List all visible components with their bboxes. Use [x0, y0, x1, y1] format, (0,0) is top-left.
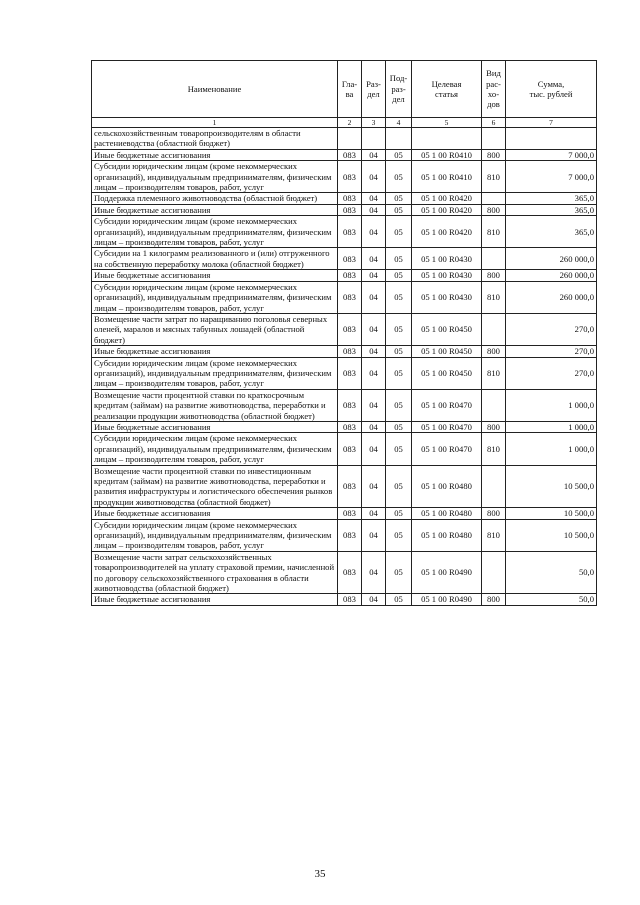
- row-sum-cell: 10 500,0: [506, 519, 597, 551]
- row-target-article-cell: 05 1 00 R0450: [412, 357, 482, 389]
- row-target-article-cell: 05 1 00 R0480: [412, 519, 482, 551]
- row-podrazdel-cell: 05: [386, 346, 412, 357]
- row-name-cell: Возмещение части затрат по наращиванию поголовья северных оленей, маралов и мясных табунных лошадей (областной бюджет): [92, 313, 338, 345]
- row-expense-type-cell: 800: [482, 270, 506, 281]
- row-expense-type-cell: 800: [482, 508, 506, 519]
- row-sum-cell: 50,0: [506, 551, 597, 594]
- row-target-article-cell: 05 1 00 R0450: [412, 313, 482, 345]
- row-target-article-cell: 05 1 00 R0490: [412, 551, 482, 594]
- row-target-article-cell: 05 1 00 R0450: [412, 346, 482, 357]
- column-number: 2: [338, 118, 362, 128]
- row-podrazdel-cell: 05: [386, 594, 412, 605]
- table-row: [92, 193, 597, 204]
- table-row: [92, 128, 597, 150]
- row-razdel-cell: 04: [362, 551, 386, 594]
- row-target-article-cell: 05 1 00 R0410: [412, 149, 482, 160]
- row-expense-type-cell: [482, 313, 506, 345]
- row-podrazdel-cell: 05: [386, 389, 412, 421]
- row-podrazdel-cell: 05: [386, 357, 412, 389]
- row-expense-type-cell: [482, 551, 506, 594]
- row-target-article-cell: 05 1 00 R0470: [412, 389, 482, 421]
- header-expense-type: Вид рас- хо- дов: [482, 61, 506, 118]
- table-row: [92, 389, 597, 421]
- header-name: Наименование: [92, 61, 338, 118]
- budget-table: [91, 60, 597, 606]
- row-glava-cell: 083: [338, 357, 362, 389]
- column-number: 5: [412, 118, 482, 128]
- table-row: [92, 149, 597, 160]
- row-name-cell: Субсидии юридическим лицам (кроме некоммерческих организаций), индивидуальным предпринимателям, физическим лицам – производителям товаров, работ, услуг: [92, 216, 338, 248]
- header-razdel: Раз- дел: [362, 61, 386, 118]
- row-target-article-cell: 05 1 00 R0430: [412, 248, 482, 270]
- row-razdel-cell: 04: [362, 421, 386, 432]
- header-glava: Гла- ва: [338, 61, 362, 118]
- row-sum-cell: 270,0: [506, 357, 597, 389]
- row-target-article-cell: 05 1 00 R0430: [412, 281, 482, 313]
- row-expense-type-cell: 800: [482, 149, 506, 160]
- row-target-article-cell: 05 1 00 R0470: [412, 433, 482, 465]
- row-name-cell: Субсидии на 1 килограмм реализованного и (или) отгруженного на собственную переработку молока (областной бюджет): [92, 248, 338, 270]
- row-glava-cell: 083: [338, 551, 362, 594]
- row-target-article-cell: 05 1 00 R0430: [412, 270, 482, 281]
- row-sum-cell: [506, 128, 597, 150]
- row-sum-cell: 365,0: [506, 216, 597, 248]
- row-podrazdel-cell: 05: [386, 248, 412, 270]
- row-sum-cell: 365,0: [506, 204, 597, 215]
- row-glava-cell: 083: [338, 270, 362, 281]
- row-glava-cell: 083: [338, 149, 362, 160]
- row-sum-cell: 260 000,0: [506, 270, 597, 281]
- row-glava-cell: 083: [338, 161, 362, 193]
- row-name-cell: Иные бюджетные ассигнования: [92, 508, 338, 519]
- row-sum-cell: 260 000,0: [506, 248, 597, 270]
- row-razdel-cell: 04: [362, 508, 386, 519]
- row-glava-cell: 083: [338, 248, 362, 270]
- row-sum-cell: 50,0: [506, 594, 597, 605]
- row-glava-cell: 083: [338, 346, 362, 357]
- row-podrazdel-cell: 05: [386, 281, 412, 313]
- row-glava-cell: 083: [338, 421, 362, 432]
- row-razdel-cell: 04: [362, 357, 386, 389]
- row-name-cell: Поддержка племенного животноводства (областной бюджет): [92, 193, 338, 204]
- row-sum-cell: 1 000,0: [506, 433, 597, 465]
- row-razdel-cell: 04: [362, 161, 386, 193]
- row-podrazdel-cell: 05: [386, 421, 412, 432]
- row-podrazdel-cell: 05: [386, 216, 412, 248]
- row-glava-cell: [338, 128, 362, 150]
- row-sum-cell: 270,0: [506, 346, 597, 357]
- row-podrazdel-cell: 05: [386, 204, 412, 215]
- row-razdel-cell: 04: [362, 216, 386, 248]
- column-number: 1: [92, 118, 338, 128]
- row-expense-type-cell: 810: [482, 433, 506, 465]
- row-podrazdel-cell: 05: [386, 270, 412, 281]
- row-name-cell: Возмещение части затрат сельскохозяйственных товаропроизводителей на уплату страховой премии, начисленной по договору сельскохозяйственного страхования в области животноводства (областной бюджет): [92, 551, 338, 594]
- table-row: [92, 248, 597, 270]
- row-expense-type-cell: 810: [482, 519, 506, 551]
- row-sum-cell: 365,0: [506, 193, 597, 204]
- column-number: 6: [482, 118, 506, 128]
- header-podrazdel: Под- раз- дел: [386, 61, 412, 118]
- row-podrazdel-cell: 05: [386, 508, 412, 519]
- table-row: [92, 508, 597, 519]
- page-number: 35: [314, 868, 326, 880]
- row-razdel-cell: 04: [362, 313, 386, 345]
- table-row: [92, 357, 597, 389]
- row-name-cell: Субсидии юридическим лицам (кроме некоммерческих организаций), индивидуальным предпринимателям, физическим лицам – производителям товаров, работ, услуг: [92, 281, 338, 313]
- table-header-row: [92, 61, 597, 118]
- row-expense-type-cell: [482, 128, 506, 150]
- row-expense-type-cell: [482, 193, 506, 204]
- column-number: 3: [362, 118, 386, 128]
- row-target-article-cell: 05 1 00 R0410: [412, 161, 482, 193]
- table-row: [92, 551, 597, 594]
- row-glava-cell: 083: [338, 193, 362, 204]
- row-podrazdel-cell: 05: [386, 519, 412, 551]
- row-expense-type-cell: 810: [482, 357, 506, 389]
- row-razdel-cell: 04: [362, 270, 386, 281]
- row-target-article-cell: 05 1 00 R0480: [412, 508, 482, 519]
- row-target-article-cell: 05 1 00 R0420: [412, 204, 482, 215]
- row-expense-type-cell: 810: [482, 161, 506, 193]
- row-podrazdel-cell: 05: [386, 465, 412, 508]
- row-podrazdel-cell: 05: [386, 551, 412, 594]
- row-expense-type-cell: 810: [482, 281, 506, 313]
- row-name-cell: Иные бюджетные ассигнования: [92, 346, 338, 357]
- row-glava-cell: 083: [338, 465, 362, 508]
- column-number: 4: [386, 118, 412, 128]
- table-row: [92, 465, 597, 508]
- row-glava-cell: 083: [338, 313, 362, 345]
- table-row: [92, 313, 597, 345]
- row-sum-cell: 10 500,0: [506, 508, 597, 519]
- table-row: [92, 161, 597, 193]
- row-razdel-cell: 04: [362, 594, 386, 605]
- table-row: [92, 519, 597, 551]
- row-sum-cell: 7 000,0: [506, 149, 597, 160]
- row-sum-cell: 270,0: [506, 313, 597, 345]
- row-sum-cell: 260 000,0: [506, 281, 597, 313]
- row-name-cell: Иные бюджетные ассигнования: [92, 421, 338, 432]
- row-target-article-cell: 05 1 00 R0420: [412, 193, 482, 204]
- row-glava-cell: 083: [338, 216, 362, 248]
- row-expense-type-cell: 800: [482, 594, 506, 605]
- table-row: [92, 216, 597, 248]
- row-name-cell: Возмещение части процентной ставки по инвестиционным кредитам (займам) на развитие животноводства, переработки и развития инфраструктуры и логистического обеспечения рынков продукции животноводства (областной бюджет): [92, 465, 338, 508]
- row-expense-type-cell: 800: [482, 346, 506, 357]
- row-podrazdel-cell: 05: [386, 313, 412, 345]
- row-podrazdel-cell: 05: [386, 193, 412, 204]
- row-name-cell: Возмещение части процентной ставки по краткосрочным кредитам (займам) на развитие животноводства, переработки и реализации продукции животноводства (областной бюджет): [92, 389, 338, 421]
- row-glava-cell: 083: [338, 389, 362, 421]
- row-name-cell: Субсидии юридическим лицам (кроме некоммерческих организаций), индивидуальным предпринимателям, физическим лицам – производителям товаров, работ, услуг: [92, 433, 338, 465]
- row-name-cell: Иные бюджетные ассигнования: [92, 594, 338, 605]
- row-name-cell: Субсидии юридическим лицам (кроме некоммерческих организаций), индивидуальным предпринимателям, физическим лицам – производителям товаров, работ, услуг: [92, 519, 338, 551]
- row-glava-cell: 083: [338, 433, 362, 465]
- row-glava-cell: 083: [338, 281, 362, 313]
- row-name-cell: Субсидии юридическим лицам (кроме некоммерческих организаций), индивидуальным предпринимателям, физическим лицам – производителям товаров, работ, услуг: [92, 161, 338, 193]
- row-razdel-cell: 04: [362, 519, 386, 551]
- row-podrazdel-cell: 05: [386, 149, 412, 160]
- row-expense-type-cell: [482, 465, 506, 508]
- row-sum-cell: 10 500,0: [506, 465, 597, 508]
- row-glava-cell: 083: [338, 594, 362, 605]
- row-name-cell: Иные бюджетные ассигнования: [92, 204, 338, 215]
- table-row: [92, 346, 597, 357]
- row-razdel-cell: 04: [362, 346, 386, 357]
- row-expense-type-cell: 800: [482, 421, 506, 432]
- row-razdel-cell: 04: [362, 149, 386, 160]
- row-expense-type-cell: [482, 389, 506, 421]
- row-name-cell: Субсидии юридическим лицам (кроме некоммерческих организаций), индивидуальным предпринимателям, физическим лицам – производителям товаров, работ, услуг: [92, 357, 338, 389]
- table-row: [92, 421, 597, 432]
- table-row: [92, 433, 597, 465]
- row-glava-cell: 083: [338, 204, 362, 215]
- row-razdel-cell: [362, 128, 386, 150]
- row-expense-type-cell: 800: [482, 204, 506, 215]
- row-razdel-cell: 04: [362, 389, 386, 421]
- table-row: [92, 281, 597, 313]
- table-column-numbers-row: [92, 118, 597, 128]
- row-expense-type-cell: [482, 248, 506, 270]
- row-podrazdel-cell: [386, 128, 412, 150]
- row-target-article-cell: 05 1 00 R0490: [412, 594, 482, 605]
- row-expense-type-cell: 810: [482, 216, 506, 248]
- row-name-cell: Иные бюджетные ассигнования: [92, 149, 338, 160]
- row-name-cell: Иные бюджетные ассигнования: [92, 270, 338, 281]
- header-target-article: Целевая статья: [412, 61, 482, 118]
- row-razdel-cell: 04: [362, 193, 386, 204]
- row-target-article-cell: 05 1 00 R0420: [412, 216, 482, 248]
- row-podrazdel-cell: 05: [386, 433, 412, 465]
- row-name-cell: сельскохозяйственным товаропроизводителям в области растениеводства (областной бюджет): [92, 128, 338, 150]
- table-body: [92, 128, 597, 606]
- table-row: [92, 270, 597, 281]
- column-number: 7: [506, 118, 597, 128]
- row-target-article-cell: 05 1 00 R0470: [412, 421, 482, 432]
- row-razdel-cell: 04: [362, 248, 386, 270]
- row-sum-cell: 7 000,0: [506, 161, 597, 193]
- table-row: [92, 204, 597, 215]
- row-target-article-cell: 05 1 00 R0480: [412, 465, 482, 508]
- row-podrazdel-cell: 05: [386, 161, 412, 193]
- row-razdel-cell: 04: [362, 433, 386, 465]
- row-razdel-cell: 04: [362, 204, 386, 215]
- row-target-article-cell: [412, 128, 482, 150]
- row-razdel-cell: 04: [362, 465, 386, 508]
- table-row: [92, 594, 597, 605]
- header-sum: Сумма, тыс. рублей: [506, 61, 597, 118]
- row-sum-cell: 1 000,0: [506, 421, 597, 432]
- row-sum-cell: 1 000,0: [506, 389, 597, 421]
- row-glava-cell: 083: [338, 519, 362, 551]
- row-razdel-cell: 04: [362, 281, 386, 313]
- row-glava-cell: 083: [338, 508, 362, 519]
